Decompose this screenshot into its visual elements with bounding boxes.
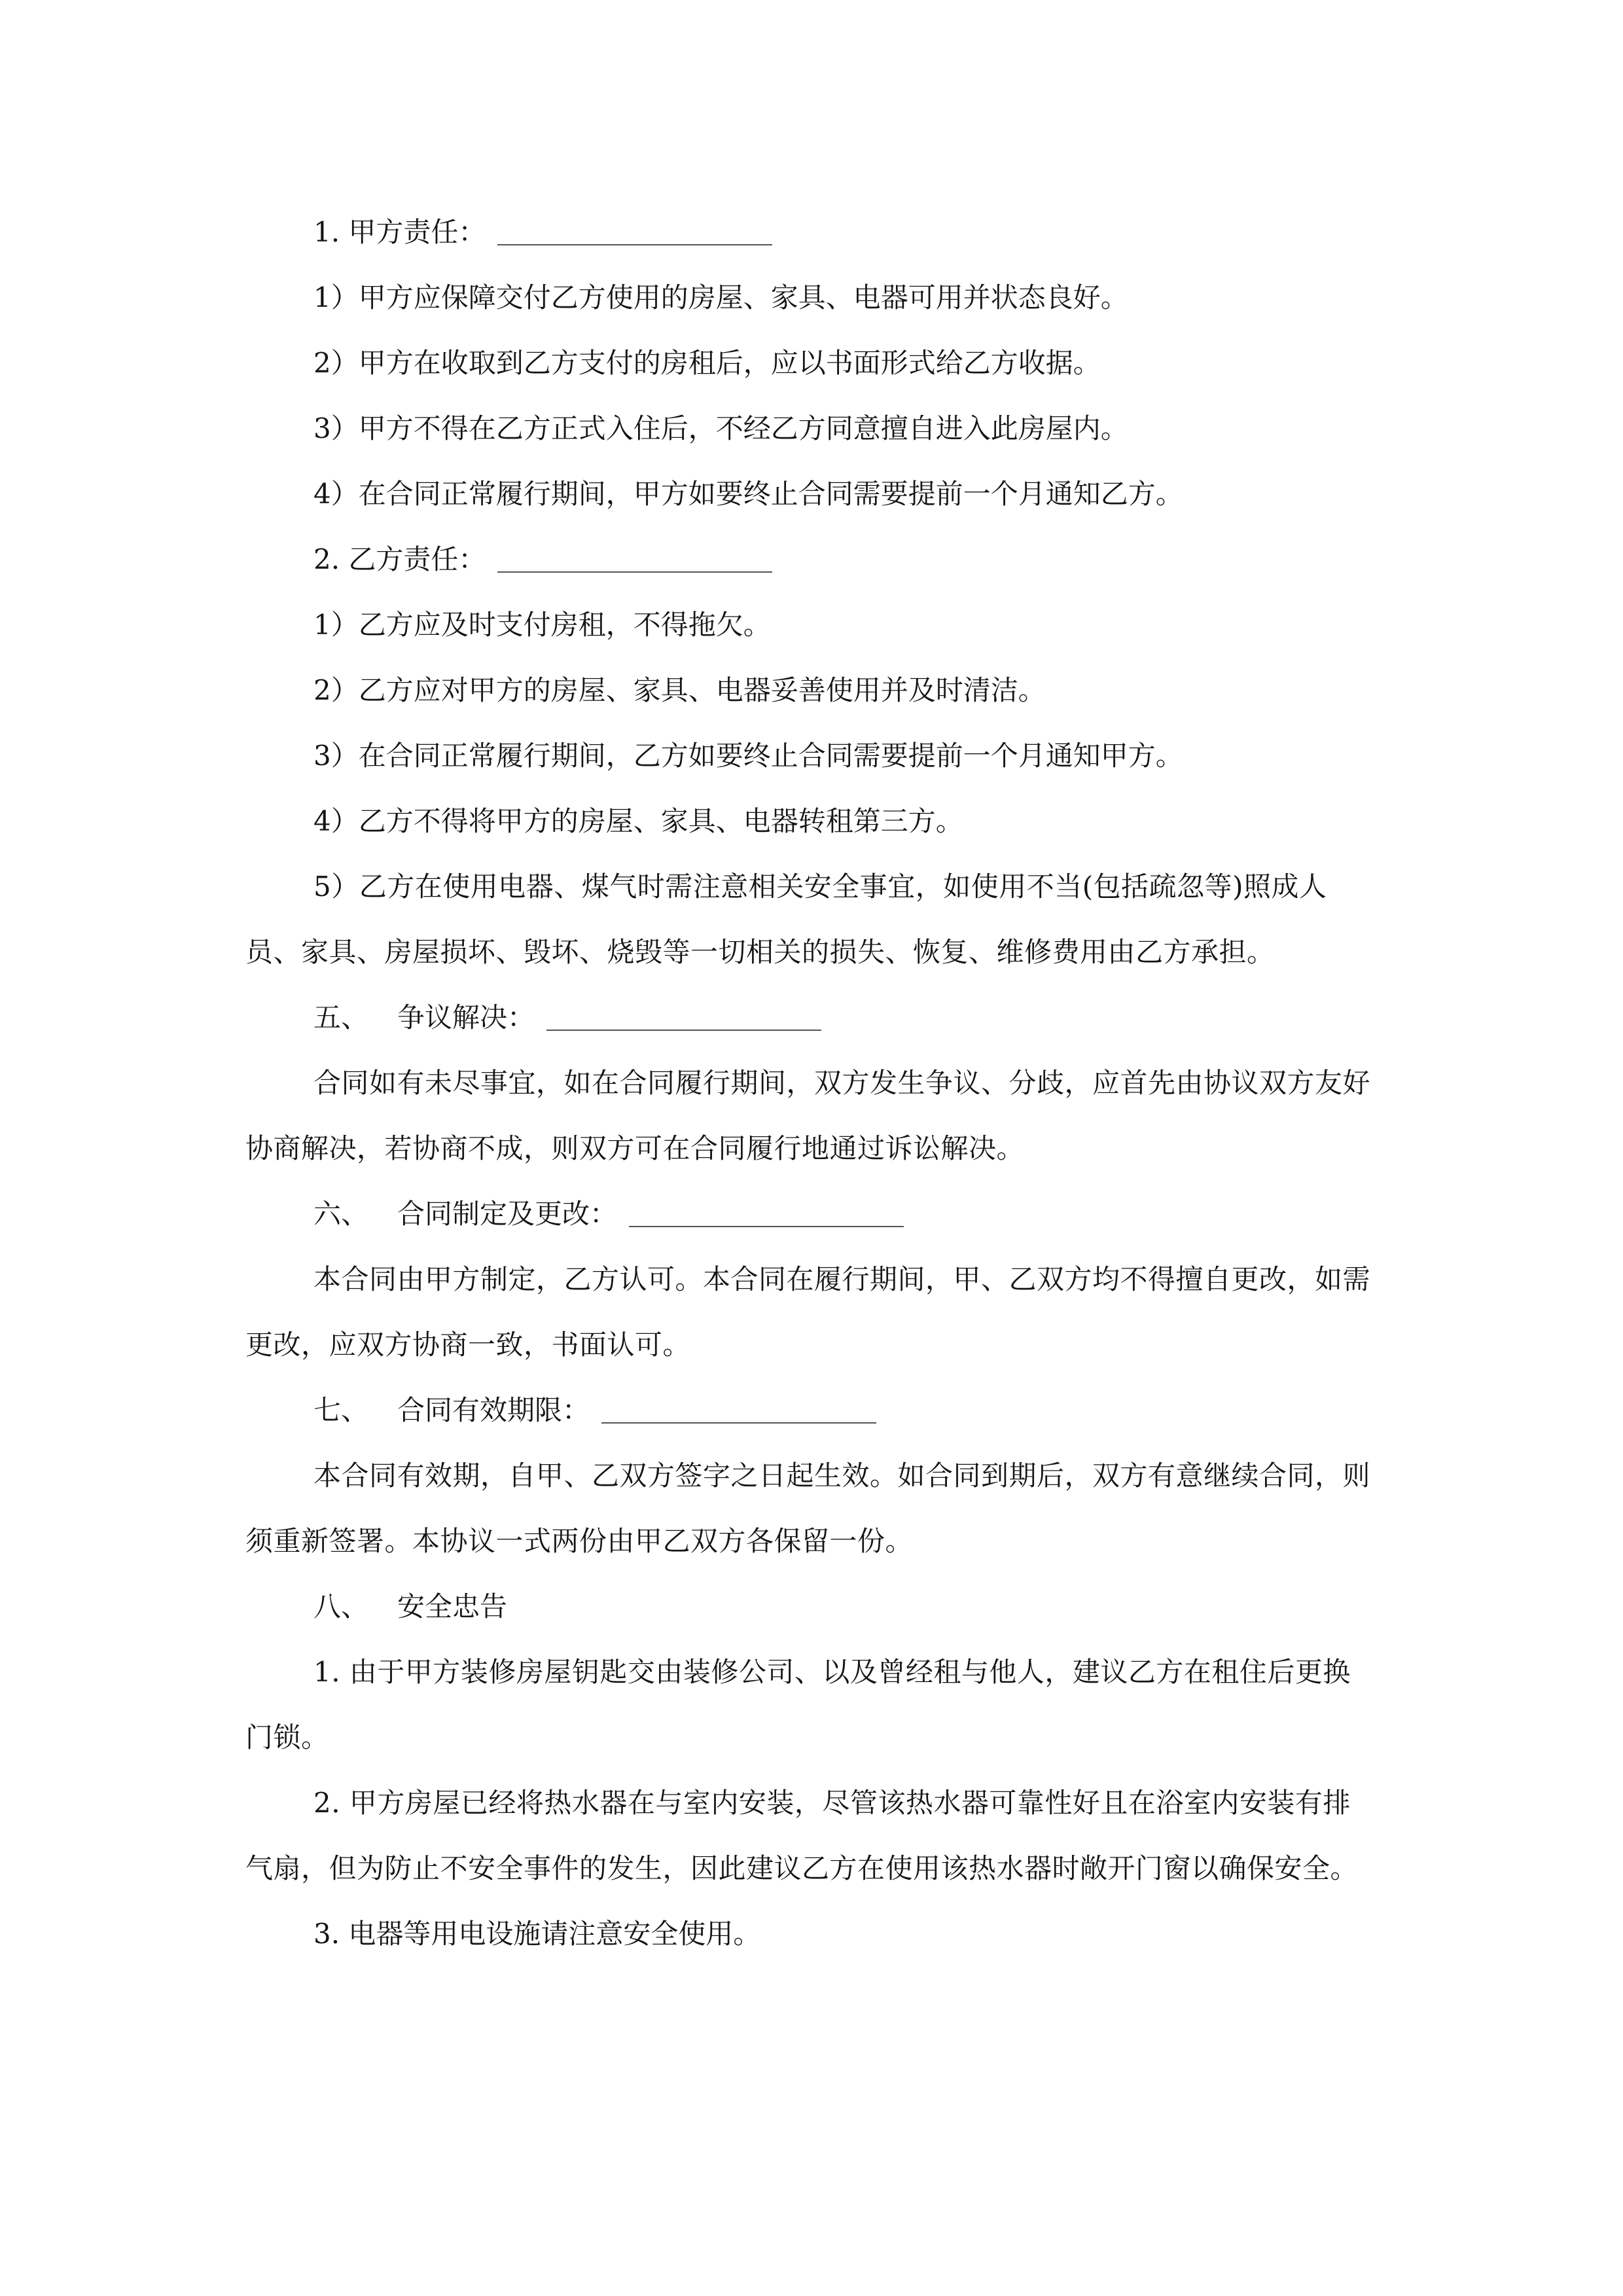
clause-item: 4）乙方不得将甲方的房屋、家具、电器转租第三方。	[313, 805, 963, 837]
safety-item: 3. 电器等用电设施请注意安全使用。	[313, 1918, 761, 1950]
section-number: 八、	[313, 1590, 369, 1623]
blank-underline	[546, 1030, 821, 1031]
blank-underline	[497, 571, 772, 573]
clause-item: 3）甲方不得在乙方正式入住后，不经乙方同意擅自进入此房屋内。	[313, 412, 1128, 444]
section-paragraph: 本合同有效期，自甲、乙双方签字之日起生效。如合同到期后，双方有意继续合同，则须重新签署。本协议一式两份由甲乙双方各保留一份。	[245, 1460, 1371, 1557]
section-number: 五、	[313, 1001, 369, 1033]
clause-item: 2）甲方在收取到乙方支付的房租后，应以书面形式给乙方收据。	[313, 347, 1101, 379]
clause-item: 3）在合同正常履行期间，乙方如要终止合同需要提前一个月通知甲方。	[313, 740, 1183, 772]
section-title: 争议解决：	[397, 1001, 535, 1033]
clause-party-b-heading	[245, 527, 1374, 592]
section-number: 七、	[313, 1394, 369, 1426]
blank-underline	[629, 1226, 904, 1227]
clause-party-a-heading	[245, 200, 1374, 265]
clause-item: 2）乙方应对甲方的房屋、家具、电器妥善使用并及时清洁。	[313, 674, 1046, 706]
section-number: 六、	[313, 1198, 369, 1230]
section-heading-validity	[245, 1378, 1374, 1443]
section-paragraph: 合同如有未尽事宜，如在合同履行期间，双方发生争议、分歧，应首先由协议双方友好协商解决，若协商不成，则双方可在合同履行地通过诉讼解决。	[245, 1067, 1371, 1164]
clause-item: 1）甲方应保障交付乙方使用的房屋、家具、电器可用并状态良好。	[313, 281, 1128, 314]
clause-text: 2. 乙方责任：	[313, 543, 486, 575]
section-heading-safety	[245, 1574, 1374, 1640]
section-paragraph: 本合同由甲方制定，乙方认可。本合同在履行期间，甲、乙双方均不得擅自更改，如需更改，应双方协商一致，书面认可。	[245, 1263, 1371, 1361]
clause-item: 1）乙方应及时支付房租，不得拖欠。	[313, 609, 771, 641]
clause-text: 1. 甲方责任：	[313, 216, 486, 248]
safety-item: 1. 由于甲方装修房屋钥匙交由装修公司、以及曾经租与他人，建议乙方在租住后更换门锁。	[245, 1656, 1351, 1753]
clause-item: 5）乙方在使用电器、煤气时需注意相关安全事宜，如使用不当(包括疏忽等)照成人员、家具、房屋损坏、毁坏、烧毁等一切相关的损失、恢复、维修费用由乙方承担。	[245, 870, 1327, 968]
section-title: 合同有效期限：	[397, 1394, 590, 1426]
safety-item: 2. 甲方房屋已经将热水器在与室内安装，尽管该热水器可靠性好且在浴室内安装有排气扇，但为防止不安全事件的发生，因此建议乙方在使用该热水器时敞开门窗以确保安全。	[245, 1787, 1359, 1884]
section-title: 合同制定及更改：	[397, 1198, 618, 1230]
section-heading-amendment	[245, 1181, 1374, 1247]
clause-item: 4）在合同正常履行期间，甲方如要终止合同需要提前一个月通知乙方。	[313, 478, 1183, 510]
section-heading-dispute	[245, 985, 1374, 1050]
section-title: 安全忠告	[397, 1590, 508, 1623]
blank-underline	[497, 244, 772, 245]
document-body	[245, 200, 1374, 1967]
blank-underline	[601, 1422, 876, 1424]
